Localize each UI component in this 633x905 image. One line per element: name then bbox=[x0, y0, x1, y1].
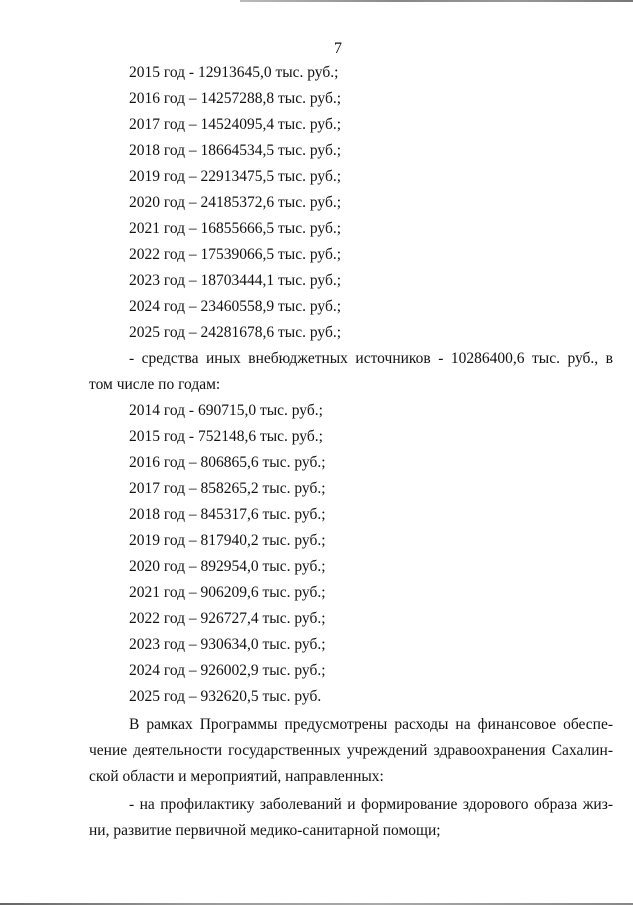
extrabudgetary-year-item: 2021 год – 906209,6 тыс. руб.; bbox=[129, 584, 326, 601]
paragraph-line: ской области и мероприятий, направленных: bbox=[89, 768, 384, 785]
budget-year-item: 2018 год – 18664534,5 тыс. руб.; bbox=[129, 142, 342, 159]
budget-year-item: 2020 год – 24185372,6 тыс. руб.; bbox=[129, 194, 342, 211]
budget-year-item: 2019 год – 22913475,5 тыс. руб.; bbox=[129, 168, 342, 185]
extrabudgetary-year-item: 2014 год - 690715,0 тыс. руб.; bbox=[129, 402, 323, 419]
bullet-line: ни, развитие первичной медико-санитарной помощи; bbox=[89, 822, 441, 839]
paragraph-line: чение деятельности государственных учреждений здравоохранения Сахалин- bbox=[89, 742, 613, 759]
budget-year-item: 2022 год – 17539066,5 тыс. руб.; bbox=[129, 246, 342, 263]
budget-year-item: 2017 год – 14524095,4 тыс. руб.; bbox=[129, 116, 342, 133]
extrabudgetary-year-item: 2023 год – 930634,0 тыс. руб.; bbox=[129, 636, 326, 653]
extrabudgetary-year-item: 2015 год - 752148,6 тыс. руб.; bbox=[129, 428, 323, 445]
page-number: 7 bbox=[334, 40, 342, 57]
extrabudgetary-year-item: 2022 год – 926727,4 тыс. руб.; bbox=[129, 610, 326, 627]
extrabudgetary-year-item: 2016 год – 806865,6 тыс. руб.; bbox=[129, 454, 326, 471]
budget-year-item: 2025 год – 24281678,6 тыс. руб.; bbox=[129, 324, 342, 341]
paragraph-line: В рамках Программы предусмотрены расходы на финансовое обеспе- bbox=[129, 716, 613, 733]
bullet-line: - на профилактику заболеваний и формирование здорового образа жиз- bbox=[129, 796, 613, 813]
budget-year-item: 2023 год – 18703444,1 тыс. руб.; bbox=[129, 272, 342, 289]
scan-top-edge bbox=[240, 0, 633, 2]
extrabudgetary-intro-cont: том числе по годам: bbox=[89, 376, 221, 393]
budget-year-item: 2024 год – 23460558,9 тыс. руб.; bbox=[129, 298, 342, 315]
budget-year-item: 2021 год – 16855666,5 тыс. руб.; bbox=[129, 220, 342, 237]
budget-year-item: 2016 год – 14257288,8 тыс. руб.; bbox=[129, 90, 342, 107]
extrabudgetary-year-item: 2017 год – 858265,2 тыс. руб.; bbox=[129, 480, 326, 497]
extrabudgetary-year-item: 2018 год – 845317,6 тыс. руб.; bbox=[129, 506, 326, 523]
budget-year-item: 2015 год - 12913645,0 тыс. руб.; bbox=[129, 64, 339, 81]
extrabudgetary-year-item: 2019 год – 817940,2 тыс. руб.; bbox=[129, 532, 326, 549]
extrabudgetary-year-item: 2024 год – 926002,9 тыс. руб.; bbox=[129, 662, 326, 679]
extrabudgetary-intro: - средства иных внебюджетных источников - 10286400,6 тыс. руб., в bbox=[129, 350, 613, 367]
extrabudgetary-year-item: 2025 год – 932620,5 тыс. руб. bbox=[129, 688, 322, 705]
extrabudgetary-year-item: 2020 год – 892954,0 тыс. руб.; bbox=[129, 558, 326, 575]
